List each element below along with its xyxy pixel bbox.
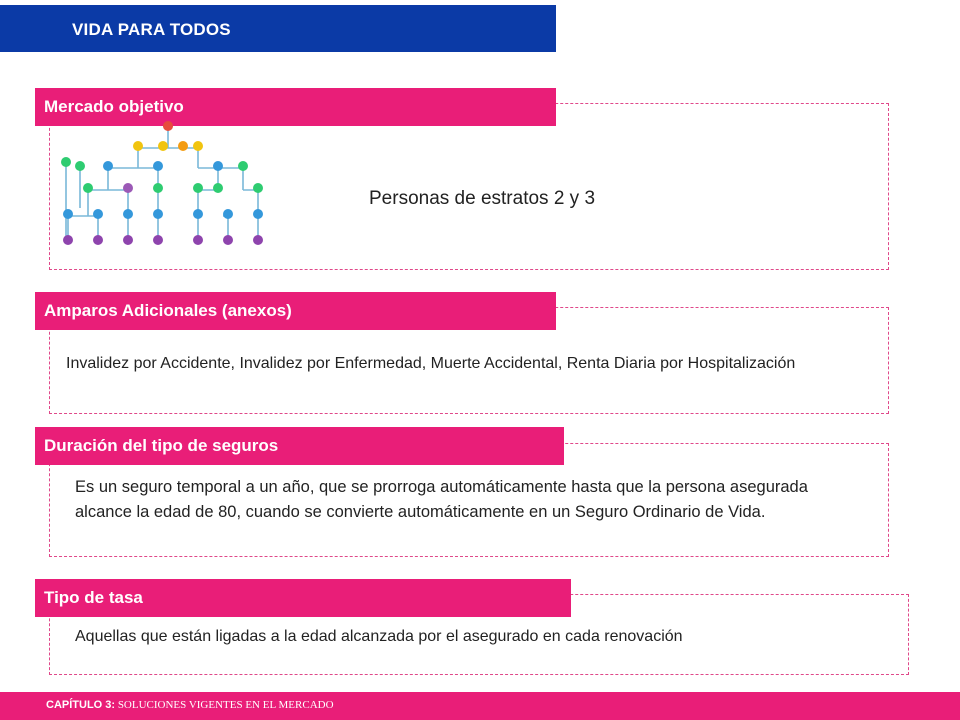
title-banner [0, 5, 556, 52]
section-heading-tasa: Tipo de tasa [35, 579, 571, 617]
footer-text [46, 699, 334, 711]
footer-bar [0, 692, 960, 720]
people-network-icon [58, 118, 270, 258]
target-market-text: Personas de estratos 2 y 3 [369, 188, 596, 209]
chapter-title: SOLUCIONES VIGENTES EN EL MERCADO [117, 699, 334, 711]
rate-type-text: Aquellas que están ligadas a la edad alcanzada por el asegurado en cada renovación [75, 628, 683, 645]
page-title: VIDA PARA TODOS [72, 20, 231, 39]
additional-coverage-text: Invalidez por Accidente, Invalidez por Enfermedad, Muerte Accidental, Renta Diaria por Hospitalización [66, 355, 796, 372]
section-heading-duracion: Duración del tipo de seguros [35, 427, 564, 465]
duration-text: Es un seguro temporal a un año, que se prorroga automáticamente hasta que la persona asegurada alcance la edad de 80, cuando se convierte automáticamente en un Seguro Ordinario de Vida. [75, 478, 808, 521]
section-heading-amparos: Amparos Adicionales (anexos) [35, 292, 556, 330]
section-heading-mercado: Mercado objetivo [35, 88, 556, 126]
chapter-label: CAPÍTULO 3: [46, 699, 116, 711]
